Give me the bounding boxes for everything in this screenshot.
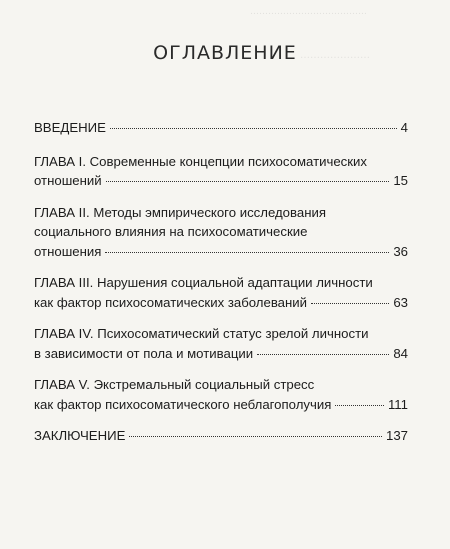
dot-leader bbox=[110, 128, 397, 129]
table-of-contents bbox=[34, 118, 408, 458]
toc-line bbox=[34, 395, 408, 415]
toc-line bbox=[34, 344, 408, 364]
dot-leader bbox=[257, 354, 389, 355]
toc-entry-title-line: социального влияния на психосоматические bbox=[34, 224, 308, 239]
dot-leader bbox=[335, 405, 384, 406]
page-number: 4 bbox=[400, 120, 408, 135]
page-number: 111 bbox=[387, 396, 408, 412]
page-title: ОГЛАВЛЕНИЕ bbox=[153, 42, 297, 64]
toc-entry-chapter-2[interactable] bbox=[34, 203, 408, 262]
toc-line bbox=[34, 293, 408, 313]
page-number: 137 bbox=[385, 428, 408, 443]
toc-entry-title-line: ГЛАВА I. Современные концепции психосоматических bbox=[34, 153, 368, 169]
toc-entry-chapter-3[interactable] bbox=[34, 273, 408, 312]
toc-entry-chapter-5[interactable] bbox=[34, 375, 408, 414]
toc-entry-conclusion[interactable] bbox=[34, 426, 408, 446]
page-number: 84 bbox=[393, 345, 408, 361]
toc-entry-title: ЗАКЛЮЧЕНИЕ bbox=[34, 428, 126, 443]
toc-entry-title-last: как фактор психосоматических заболеваний bbox=[34, 294, 308, 310]
toc-entry-title: ВВЕДЕНИЕ bbox=[34, 120, 106, 135]
toc-entry-chapter-4[interactable] bbox=[34, 324, 408, 363]
toc-line bbox=[34, 242, 408, 262]
bleed-through-right: ………………… bbox=[300, 50, 370, 61]
dot-leader bbox=[106, 181, 390, 182]
toc-entry-title-last: в зависимости от пола и мотивации bbox=[34, 345, 254, 361]
toc-entry-title-last: отношения bbox=[34, 243, 102, 259]
page-number: 15 bbox=[393, 173, 408, 188]
toc-entry-title-line: ГЛАВА III. Нарушения социальной адаптации личности bbox=[34, 275, 373, 290]
toc-entry-title-last: отношений bbox=[34, 173, 102, 188]
page-number: 63 bbox=[393, 294, 408, 310]
dot-leader bbox=[311, 303, 389, 304]
toc-line bbox=[34, 171, 408, 191]
toc-entry-title-line: ГЛАВА II. Методы эмпирического исследования bbox=[34, 204, 327, 220]
page-number: 36 bbox=[393, 243, 408, 259]
toc-line bbox=[34, 426, 408, 446]
toc-entry-title-line: ГЛАВА V. Экстремальный социальный стресс bbox=[34, 377, 315, 392]
toc-entry-title-last: как фактор психосоматического неблагополучия bbox=[34, 396, 332, 412]
toc-line bbox=[34, 118, 408, 138]
toc-entry-title-line: ГЛАВА IV. Психосоматический статус зрелой личности bbox=[34, 326, 369, 341]
toc-entry-introduction[interactable] bbox=[34, 118, 408, 138]
toc-entry-chapter-1[interactable] bbox=[34, 152, 408, 191]
dot-leader bbox=[105, 252, 389, 253]
bleed-through-top: ………………………………… bbox=[250, 7, 367, 17]
dot-leader bbox=[129, 436, 382, 437]
